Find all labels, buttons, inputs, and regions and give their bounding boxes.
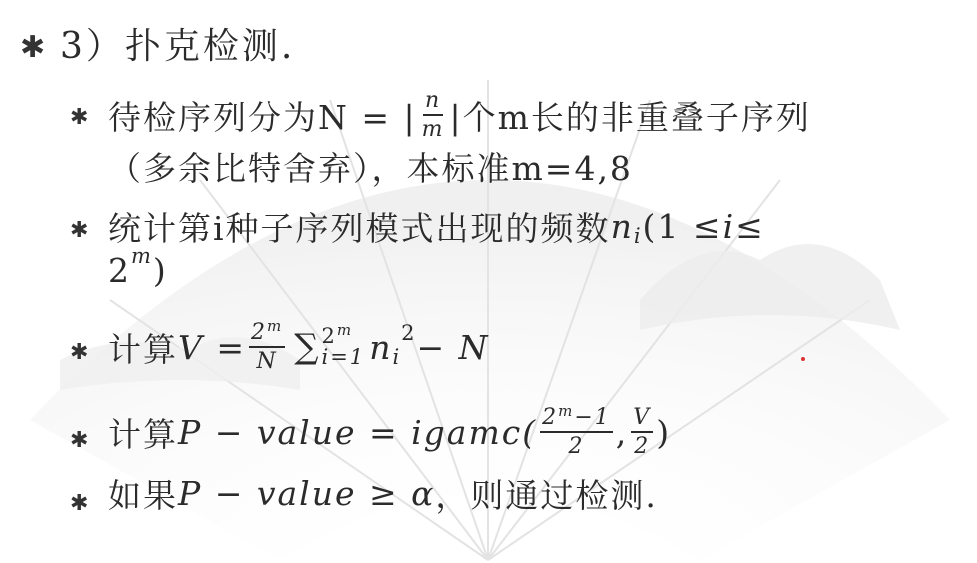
item1-line2: （多余比特舍弃），本标准m=4,8 xyxy=(108,148,633,188)
main-item-heading xyxy=(60,18,295,68)
sigma-symbol: ∑ xyxy=(294,327,321,367)
bullet-star-icon: ✱ xyxy=(70,491,89,516)
summation-limits xyxy=(321,321,366,369)
list-item-segmentation xyxy=(108,85,811,145)
list-item-compute-v: 计算 V = $\frac{2^m}{N}$ ∑ 2$^m$ i=1 n $_i$ $^2$ − N xyxy=(108,316,490,374)
fraction-denominator: 2 xyxy=(634,433,651,459)
summation xyxy=(294,321,366,369)
sum-upper: 2 xyxy=(321,324,337,348)
fraction-numerator: 2 xyxy=(250,319,267,345)
fraction-denominator: m xyxy=(421,116,445,142)
bullet-star-icon: ✱ xyxy=(70,105,89,130)
fraction-numerator: V xyxy=(631,407,653,433)
fraction-denominator: 2 xyxy=(568,433,585,459)
item2-line2-base: 2 xyxy=(108,250,131,290)
sum-lower: i=1 xyxy=(321,345,366,369)
fraction-n-over-m xyxy=(420,87,447,142)
item3-tail: − N xyxy=(416,327,490,367)
item4-close: ) xyxy=(656,412,672,452)
fraction-2m-over-n xyxy=(249,316,285,374)
item5-expr: P − value ≥ α xyxy=(178,473,436,513)
item2-i: i xyxy=(722,206,736,246)
bullet-star-icon: ✱ xyxy=(70,218,89,243)
fraction-denominator: N xyxy=(256,348,278,374)
item4-label: 计算 xyxy=(108,414,178,454)
red-dot-marker xyxy=(801,357,805,361)
item4-comma: , xyxy=(615,412,629,452)
sum-upper-sup: m xyxy=(336,321,354,339)
bullet-star-icon: ✱ xyxy=(70,340,89,365)
list-item-decision xyxy=(108,468,658,518)
item2-text-b: (1 ≤ xyxy=(642,206,723,246)
item1-text-b: |个m长的非重叠子序列 xyxy=(449,97,811,137)
item2-text-a: 统计第i种子序列模式出现的频数 xyxy=(108,208,611,248)
item3-lhs: V = xyxy=(178,327,246,367)
list-item-compute-p xyxy=(108,392,671,472)
main-item-text: 3）扑克检测. xyxy=(60,25,296,67)
fraction-numerator-sup: m xyxy=(558,401,575,420)
item4-expr: P − value = igamc( xyxy=(178,412,538,452)
bullet-star-icon: ✱ xyxy=(20,30,46,65)
fraction-numerator-tail: −1 xyxy=(574,404,611,430)
list-item-frequency: 统计第i种子序列模式出现的频数 n $_i$ (1 ≤ i ≤ xyxy=(108,203,765,249)
bullet-star-icon: ✱ xyxy=(70,428,89,453)
item5-label: 如果 xyxy=(108,475,178,515)
item1-text-a: 待检序列分为N = | xyxy=(108,97,417,137)
item3-term: n xyxy=(369,327,393,367)
fraction-2m-1-over-2 xyxy=(540,401,613,459)
fraction-numerator: n xyxy=(423,90,443,116)
fraction-numerator-sup: m xyxy=(266,316,284,335)
item3-label: 计算 xyxy=(108,329,178,369)
item2-line2-close: ) xyxy=(152,250,168,290)
fraction-numerator: 2 xyxy=(542,404,559,430)
item2-text-c: ≤ xyxy=(735,206,765,246)
fraction-v-over-2 xyxy=(631,404,653,459)
list-item-frequency-line2: 2 $^m$ ) xyxy=(108,244,168,290)
item2-n: n xyxy=(610,206,634,246)
item5-tail: ，则通过检测. xyxy=(435,475,658,515)
list-item-segmentation-line2 xyxy=(108,144,633,188)
